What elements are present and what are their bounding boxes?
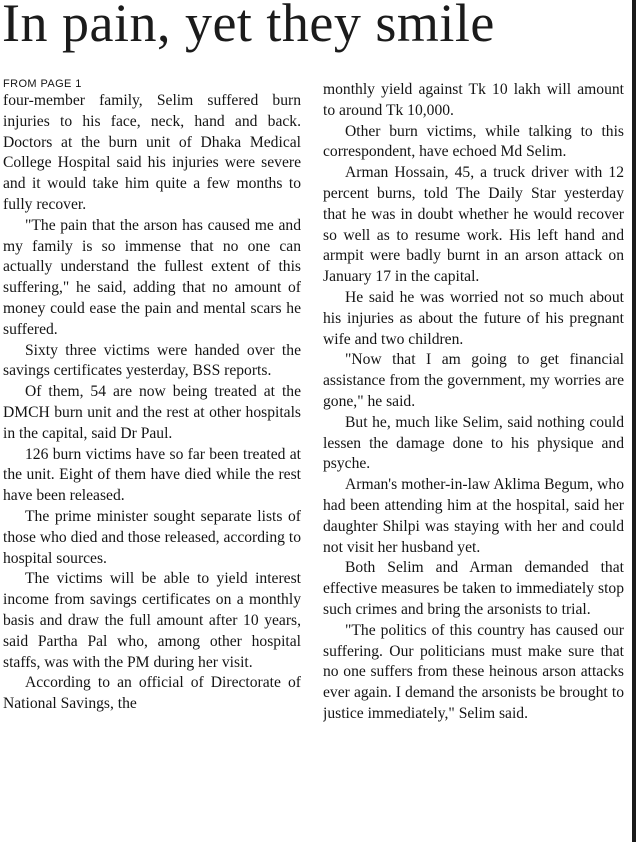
continuation-label: FROM PAGE 1: [3, 78, 82, 90]
paragraph: The prime minister sought separate lists of those who died and those released, according to hospital sources.: [3, 507, 301, 567]
paragraph: Sixty three victims were handed over the savings certificates yesterday, BSS reports.: [3, 341, 301, 380]
right-paragraphs: [323, 80, 624, 725]
paragraph: Both Selim and Arman demanded that effective measures be taken to immediately stop such crimes and bring the arsonists to trial.: [323, 559, 624, 618]
paragraph: According to an official of Directorate of National Savings, the: [3, 674, 301, 713]
headline: In pain, yet they smile: [2, 0, 495, 53]
left-column: [3, 78, 301, 842]
paragraph: He said he was worried not so much about his injuries as about the future of his pregnant wife and two children.: [323, 288, 624, 348]
paragraph: Of them, 54 are now being treated at the DMCH burn unit and the rest at other hospitals in the capital, said Dr Paul.: [3, 383, 301, 442]
paragraph: Other burn victims, while talking to this correspondent, have echoed Md Selim.: [323, 122, 624, 161]
left-paragraphs: [3, 91, 301, 715]
right-column: [323, 80, 624, 842]
paragraph: monthly yield against Tk 10 lakh will amount to around Tk 10,000.: [323, 81, 624, 119]
paragraph: four-member family, Selim suffered burn injuries to his face, neck, hand and back. Doctors at the burn unit of Dhaka Medical College Hospital said his injuries were severe and it would take him quite a few months to fully recover.: [3, 92, 301, 213]
paragraph: "The politics of this country has caused our suffering. Our politicians must make sure that no one suffers from these heinous arson attacks ever again. I demand the arsonists be brought to justice immediately," Selim said.: [323, 621, 624, 722]
paragraph: The victims will be able to yield interest income from savings certificates on a monthly basis and draw the full amount after 10 years, said Partha Pal who, among other hospital staffs, was with the PM during her visit.: [3, 570, 301, 671]
paragraph: "The pain that the arson has caused me and my family is so immense that no one can actually understand the fullest extent of this suffering," he said, adding that no amount of money could ease the pain and mental scars he suffered.: [3, 216, 301, 338]
paragraph: But he, much like Selim, said nothing could lessen the damage done to his physique and psyche.: [323, 413, 624, 473]
paragraph: 126 burn victims have so far been treated at the unit. Eight of them have died while the rest have been released.: [3, 445, 301, 505]
paragraph: "Now that I am going to get financial assistance from the government, my worries are gone," he said.: [323, 351, 624, 410]
paragraph: Arman Hossain, 45, a truck driver with 12 percent burns, told The Daily Star yesterday that he was in doubt whether he would recover so well as to resume work. His left hand and armpit were badly burnt in an arson attack on January 17 in the capital.: [323, 164, 624, 286]
paragraph: Arman's mother-in-law Aklima Begum, who had been attending him at the hospital, said her daughter Shilpi was staying with her and could not visit her husband yet.: [323, 476, 624, 556]
right-border-rule: [632, 0, 636, 842]
